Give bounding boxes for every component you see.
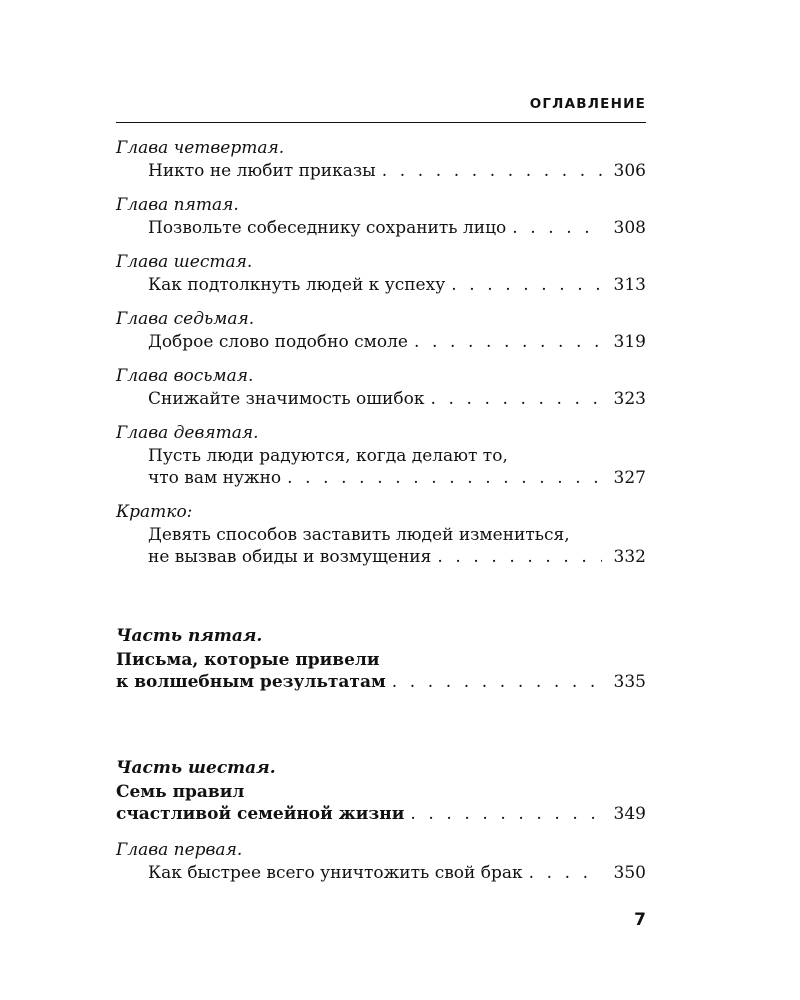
chapter-label: Глава шестая. (116, 252, 253, 272)
dot-leader (408, 331, 602, 353)
chapter-title-line (148, 274, 646, 296)
page-number: 327 (613, 468, 646, 488)
chapter-label: Глава первая. (116, 840, 243, 860)
folio-page-number: 7 (634, 910, 646, 930)
chapter-label: Глава девятая. (116, 423, 259, 443)
page-number: 349 (613, 804, 646, 824)
dot-leader (445, 274, 602, 296)
chapter-title-line (148, 331, 646, 353)
page-number: 319 (613, 332, 646, 352)
dot-leader (376, 160, 602, 182)
part-title: Семь правил (116, 782, 245, 802)
summary-title-line (148, 546, 646, 568)
part-title: Письма, которые привели (116, 650, 380, 670)
page-number: 335 (613, 672, 646, 692)
chapter-title-line (148, 160, 646, 182)
chapter-title: Доброе слово подобно смоле (148, 332, 408, 352)
chapter-title: Снижайте значимость ошибок (148, 389, 425, 409)
dot-leader (523, 862, 602, 884)
dot-leader (386, 671, 602, 693)
toc-entry[interactable] (116, 308, 646, 354)
summary-title-line (148, 524, 646, 546)
dot-leader (506, 217, 602, 239)
summary-title: Девять способов заставить людей измениться, (148, 525, 570, 545)
chapter-label: Глава седьмая. (116, 309, 255, 329)
page-number: 332 (613, 547, 646, 567)
running-header-title: ОГЛАВЛЕНИЕ (529, 96, 646, 112)
chapter-label: Глава четвертая. (116, 138, 285, 158)
dot-leader (404, 803, 602, 825)
part-title-line (116, 781, 646, 803)
toc-entry[interactable] (116, 194, 646, 240)
part-title-line (116, 671, 646, 693)
part-label: Часть пятая. (116, 626, 263, 646)
page-number: 323 (613, 389, 646, 409)
table-of-contents (116, 0, 646, 1000)
toc-part[interactable] (116, 625, 646, 693)
chapter-title-line (148, 862, 646, 884)
part-title: счастливой семейной жизни (116, 804, 405, 824)
toc-entry[interactable] (116, 365, 646, 411)
dot-leader (424, 388, 602, 410)
toc-part[interactable] (116, 757, 646, 825)
chapter-title-line (148, 445, 646, 467)
toc-entry[interactable] (116, 251, 646, 297)
chapter-label: Глава пятая. (116, 195, 239, 215)
dot-leader (431, 546, 602, 568)
toc-entry[interactable] (116, 839, 646, 885)
dot-leader (281, 467, 602, 489)
page-number: 308 (613, 218, 646, 238)
page-number: 306 (613, 161, 646, 181)
chapter-title-line (148, 217, 646, 239)
toc-entry[interactable] (116, 501, 646, 569)
part-title: к волшебным результатам (116, 672, 386, 692)
toc-entry[interactable] (116, 422, 646, 490)
summary-label: Кратко: (116, 502, 193, 522)
part-title-line (116, 803, 646, 825)
part-title-line (116, 649, 646, 671)
page-number: 350 (613, 863, 646, 883)
chapter-title: Позвольте собеседнику сохранить лицо (148, 218, 507, 238)
chapter-title: Пусть люди радуются, когда делают то, (148, 446, 508, 466)
chapter-title: Никто не любит приказы (148, 161, 376, 181)
summary-title: не вызвав обиды и возмущения (148, 547, 432, 567)
chapter-title: Как быстрее всего уничтожить свой брак (148, 863, 523, 883)
chapter-title-line (148, 388, 646, 410)
part-label: Часть шестая. (116, 758, 276, 778)
chapter-title: что вам нужно (148, 468, 282, 488)
toc-entry[interactable] (116, 137, 646, 183)
chapter-title-line (148, 467, 646, 489)
page-number: 313 (613, 275, 646, 295)
chapter-title: Как подтолкнуть людей к успеху (148, 275, 446, 295)
chapter-label: Глава восьмая. (116, 366, 254, 386)
